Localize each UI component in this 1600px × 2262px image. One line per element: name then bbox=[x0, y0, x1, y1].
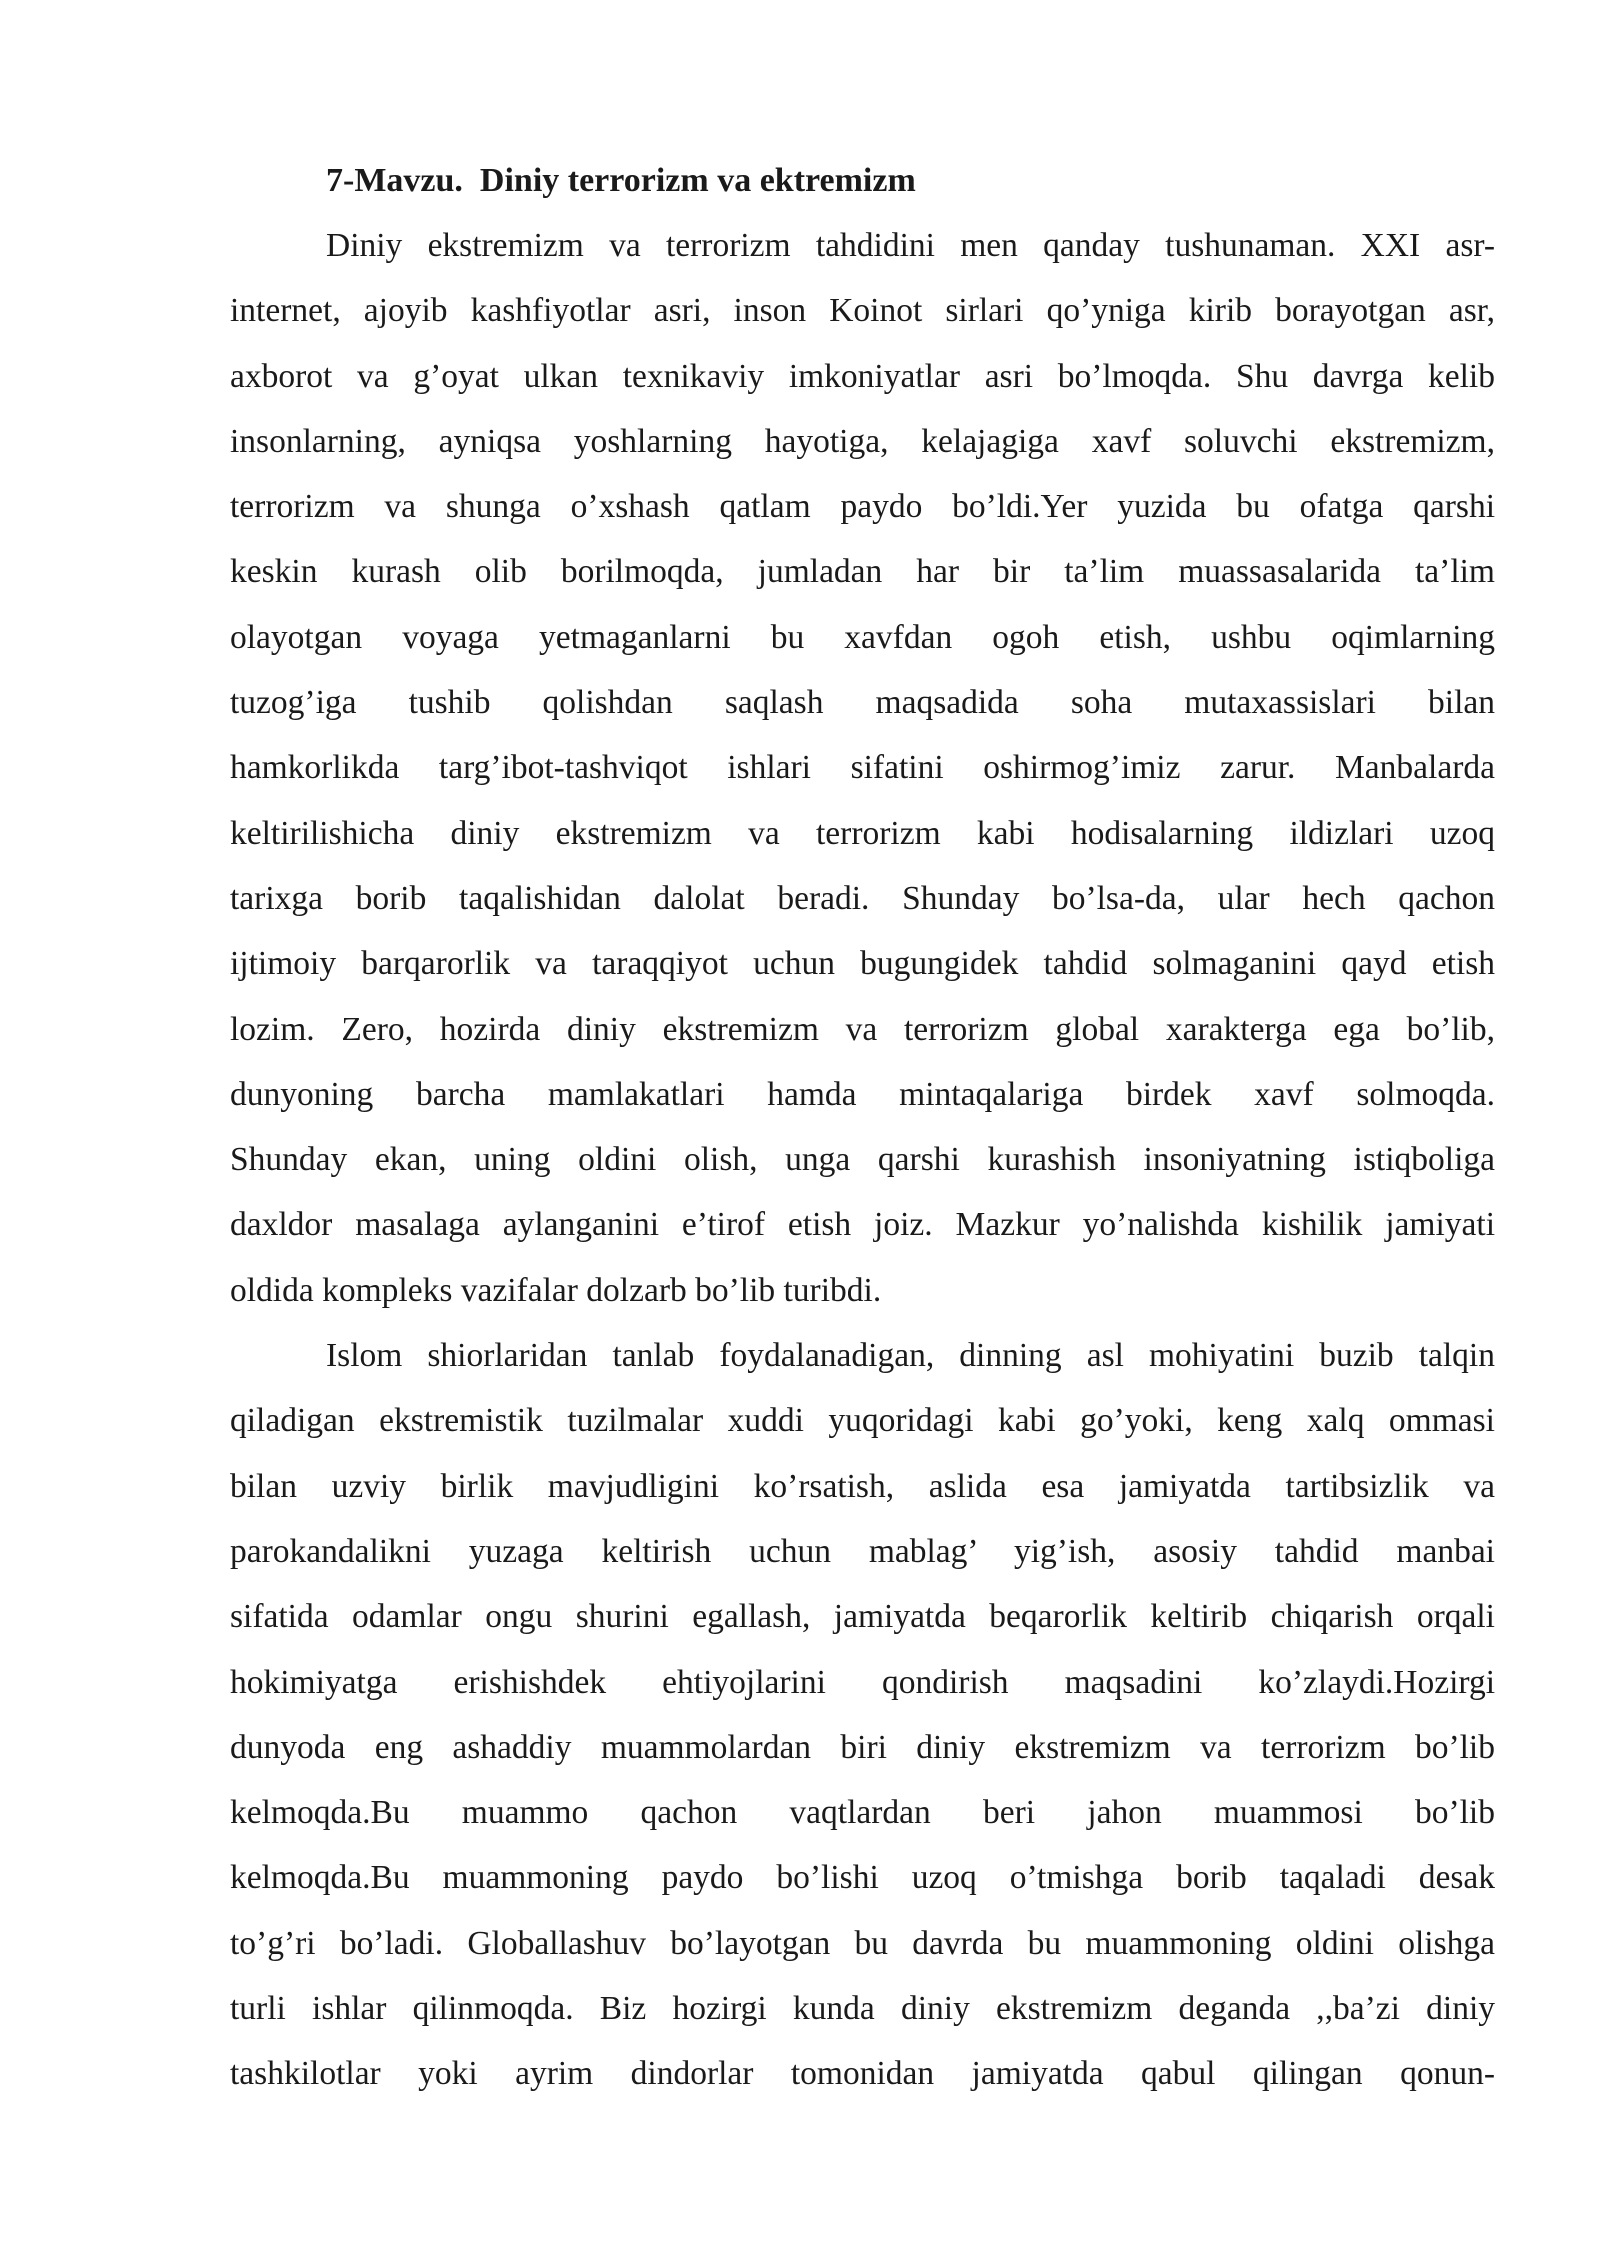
document-body bbox=[230, 148, 1495, 2107]
text-line: to’g’ri bo’ladi. Globallashuv bo’layotgan bu davrda bu muammoning oldini olishga bbox=[230, 1924, 1495, 1962]
document-title: 7-Mavzu. Diniy terrorizm va ektremizm bbox=[326, 162, 916, 199]
text-line: lozim. Zero, hozirda diniy ekstremizm va terrorizm global xarakterga ega bo’lib, bbox=[230, 1010, 1495, 1048]
text-line: dunyoda eng ashaddiy muammolardan biri diniy ekstremizm va terrorizm bo’lib bbox=[230, 1728, 1495, 1766]
text-line: sifatida odamlar ongu shurini egallash, jamiyatda beqarorlik keltirib chiqarish orqali bbox=[230, 1598, 1495, 1636]
text-line: Shunday ekan, uning oldini olish, unga qarshi kurashish insoniyatning istiqboliga bbox=[230, 1141, 1495, 1179]
paragraph-2 bbox=[230, 1323, 1495, 2107]
text-line: turli ishlar qilinmoqda. Biz hozirgi kunda diniy ekstremizm deganda ,,ba’zi diniy bbox=[230, 1990, 1495, 2028]
text-line: Islom shiorlaridan tanlab foydalanadigan, dinning asl mohiyatini buzib talqin bbox=[326, 1337, 1495, 1375]
text-line: hokimiyatga erishishdek ehtiyojlarini qondirish maqsadini ko’zlaydi.Hozirgi bbox=[230, 1663, 1495, 1701]
paragraph-1 bbox=[230, 213, 1495, 1323]
text-line: tarixga borib taqalishidan dalolat beradi. Shunday bo’lsa-da, ular hech qachon bbox=[230, 879, 1495, 917]
text-line: tashkilotlar yoki ayrim dindorlar tomonidan jamiyatda qabul qilingan qonun- bbox=[230, 2055, 1495, 2093]
text-line: hamkorlikda targ’ibot-tashviqot ishlari sifatini oshirmog’imiz zarur. Manbalarda bbox=[230, 749, 1495, 787]
text-line: tuzog’iga tushib qolishdan saqlash maqsadida soha mutaxassislari bilan bbox=[230, 684, 1495, 722]
text-line: terrorizm va shunga o’xshash qatlam paydo bo’ldi.Yer yuzida bu ofatga qarshi bbox=[230, 488, 1495, 526]
text-line: parokandalikni yuzaga keltirish uchun mablag’ yig’ish, asosiy tahdid manbai bbox=[230, 1532, 1495, 1570]
text-line: Diniy ekstremizm va terrorizm tahdidini men qanday tushunaman. XXI asr- bbox=[326, 227, 1495, 264]
text-line: oldida kompleks vazifalar dolzarb bo’lib turibdi. bbox=[230, 1271, 882, 1309]
text-line: insonlarning, ayniqsa yoshlarning hayotiga, kelajagiga xavf soluvchi ekstremizm, bbox=[230, 422, 1495, 460]
text-line: olayotgan voyaga yetmaganlarni bu xavfdan ogoh etish, ushbu oqimlarning bbox=[230, 618, 1495, 656]
text-line: ijtimoiy barqarorlik va taraqqiyot uchun bugungidek tahdid solmaganini qayd etish bbox=[230, 945, 1495, 983]
text-line: qiladigan ekstremistik tuzilmalar xuddi yuqoridagi kabi go’yoki, keng xalq ommasi bbox=[230, 1402, 1495, 1440]
text-line: internet, ajoyib kashfiyotlar asri, inson Koinot sirlari qo’yniga kirib borayotgan asr, bbox=[230, 292, 1495, 330]
text-line: dunyoning barcha mamlakatlari hamda mintaqalariga birdek xavf solmoqda. bbox=[230, 1075, 1495, 1113]
text-line: kelmoqda.Bu muammoning paydo bo’lishi uzoq o’tmishga borib taqaladi desak bbox=[230, 1859, 1495, 1897]
text-line: kelmoqda.Bu muammo qachon vaqtlardan beri jahon muammosi bo’lib bbox=[230, 1794, 1495, 1832]
text-line: keltirilishicha diniy ekstremizm va terrorizm kabi hodisalarning ildizlari uzoq bbox=[230, 814, 1495, 852]
text-line: keskin kurash olib borilmoqda, jumladan har bir ta’lim muassasalarida ta’lim bbox=[230, 553, 1495, 591]
text-line: bilan uzviy birlik mavjudligini ko’rsatish, aslida esa jamiyatda tartibsizlik va bbox=[230, 1467, 1495, 1505]
text-line: daxldor masalaga aylanganini e’tirof etish joiz. Mazkur yo’nalishda kishilik jamiyati bbox=[230, 1206, 1495, 1244]
text-line: axborot va g’oyat ulkan texnikaviy imkoniyatlar asri bo’lmoqda. Shu davrga kelib bbox=[230, 357, 1495, 395]
